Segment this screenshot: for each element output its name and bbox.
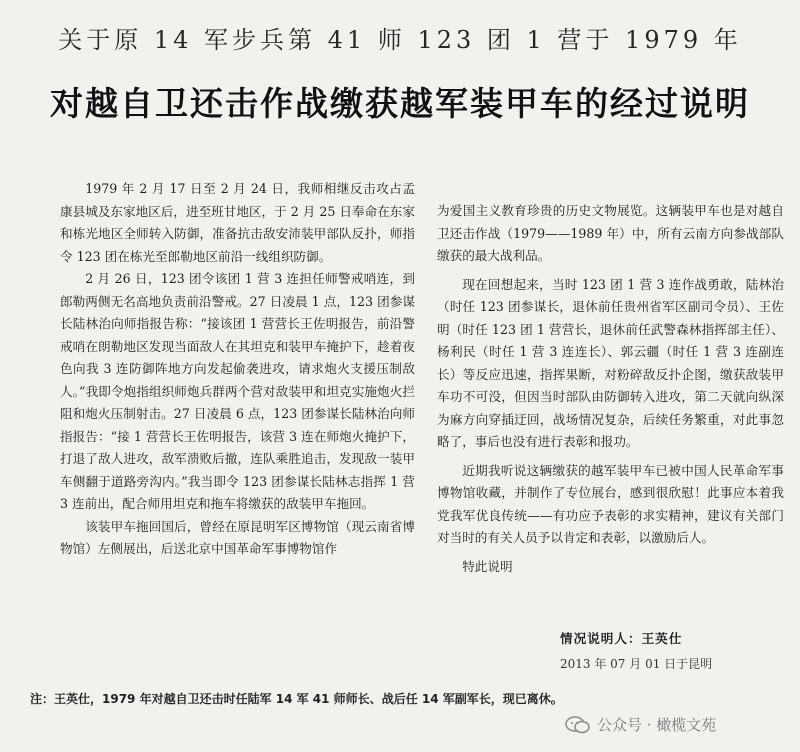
footnote: 注：王英仕，1979 年对越自卫还击时任陆军 14 军 41 师师长、战后任 14 军副军长，现已离休。 [30,692,563,706]
closing-remark: 特此说明 [462,558,513,574]
paragraph: 该装甲车拖回国后，曾经在原昆明军区博物馆（现云南省博物馆）左侧展出，后送北京中国革命军事博物馆作 [60,518,415,556]
document-title: 对越自卫还击作战缴获越军装甲车的经过说明 [50,84,750,123]
right-column [437,200,784,578]
signature-date: 2013 年 07 月 01 日于昆明 [560,657,713,671]
watermark-text: 公众号 · 橄榄文苑 [597,716,717,734]
paragraph: 1979 年 2 月 17 日至 2 月 24 日，我师相继反击攻占孟康县城及东家地区后，进至班甘地区，于 2 月 25 日奉命在东家和栋光地区全师转入防御，准备抗击敌安沛装甲部队反扑，师指令 123 团在栋光至郎勒地区前沿一线组织防御。 [60,181,415,264]
left-column [60,178,415,561]
signature-name: 情况说明人：王英仕 [560,631,683,646]
paragraph: 近期我听说这辆缴获的越军装甲车已被中国人民革命军事博物馆收藏，并制作了专位展台，感到很欣慰！此事应本着我党我军优良传统——有功应予表彰的求实精神，建议有关部门对当时的有关人员予以肯定和表彰，以激励后人。 [437,462,784,545]
paragraph: 现在回想起来，当时 123 团 1 营 3 连作战勇敢，陆林治（时任 123 团参谋长，退休前任贵州省军区副司令员）、王佐明（时任 123 团 1 营营长，退休前任武警森林指挥部主任）、杨利民（时任 1 营 3 连连长）、郭云疆（时任 1 营 3 连副连长）等反应迅速，指挥果断，对粉碎敌反扑企图，缴获敌装甲车功不可没，但因当时部队由防御转入进攻，第二天就向纵深为麻方向穿插迂回，战场情况复杂，后续任务繁重，对此事忽略了，事后也没有进行表彰和报功。 [437,276,784,449]
document-subtitle: 关于原 14 军步兵第 41 师 123 团 1 营于 1979 年 [58,26,742,54]
wechat-icon [565,716,591,734]
watermark [565,714,716,735]
paragraph-continuation: 为爱国主义教育珍贵的历史文物展览。这辆装甲车也是对越自卫还击作战（1979——1989 年）中，所有云南方向参战部队缴获的最大战利品。 [437,203,784,263]
paragraph: 2 月 26 日，123 团令该团 1 营 3 连担任师警戒哨连，到郎勒两侧无名高地负责前沿警戒。27 日凌晨 1 点，123 团参谋长陆林治向师指报告称：“接该团 1 营营长王佐明报告，前沿警戒哨在朗勒地区发现当面敌人在其坦克和装甲车掩护下，趁着夜色向我 3 连防御阵地方向发起偷袭进攻，请求炮火支援压制敌人。”我即令炮指组织师炮兵群两个营对敌装甲和坦克实施炮火拦阻和炮火压制射击。27 日凌晨 6 点，123 团参谋长陆林治向师指报告：“接 1 营营长王佐明报告，该营 3 连在师炮火掩护下，打退了敌人进攻，敌军溃败后撤，连队乘胜追击，发现敌一装甲车侧翻于道路旁沟内。”我当即令 123 团参谋长陆林志指挥 1 营 3 连前出，配合师用坦克和拖车将缴获的敌装甲车拖回。 [60,271,415,511]
